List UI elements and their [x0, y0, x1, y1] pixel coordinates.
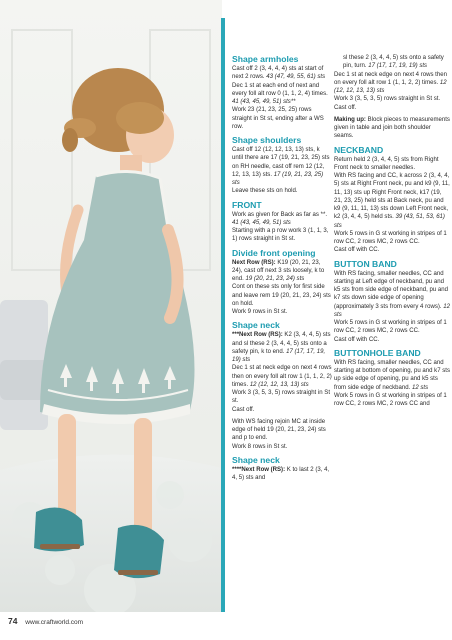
instruction-text: Cont on these sts only for first side and leave rem 19 (20, 21, 23, 24) sts on hold.	[232, 284, 331, 307]
row-label: Making up:	[334, 116, 368, 123]
section-heading: FRONT	[232, 199, 262, 210]
stitch-count: 19 (20, 21, 23, 24) sts	[245, 276, 305, 282]
pattern-column-right	[334, 54, 450, 408]
instruction-paragraph	[232, 227, 332, 244]
instruction-paragraph	[232, 211, 332, 228]
instruction-paragraph	[334, 270, 450, 320]
instruction-text: Cast off.	[232, 406, 255, 413]
instruction-paragraph	[334, 230, 450, 247]
instruction-text: With RS facing, smaller needles, CC and starting at Left edge of neckband, pu and k5 sts from side edge of neckband, pu and k7 sts down side edge of opening (approximately 3 sts from every 4 rows).	[334, 270, 448, 310]
instruction-text: Cast off 2 (3, 4, 4, 4) sts at start of next 2 rows.	[232, 66, 324, 81]
row-label: ***Next Row (RS):	[232, 332, 285, 339]
instruction-text: Work 5 rows in G st working in stripes of 1 row CC, 2 rows MC, 2 rows CC.	[334, 320, 447, 335]
section-heading: Shape armholes	[232, 54, 299, 64]
instruction-paragraph	[232, 406, 332, 414]
instruction-paragraph	[334, 336, 450, 344]
instruction-text: With RS facing and CC, k across 2 (3, 4, 4, 5) sts at Right Front neck, pu and k9 (9, 11, 11, 13) sts up Right Front neck, k17 (19, 21, 23, 25) held sts at Back neck, pu and k9 (9, 11, 11, 13) sts down Left Front neck, k2 (3, 4, 4, 5) held sts.	[334, 173, 450, 221]
instruction-text: Starting with a p row work 3 (1, 1, 3, 1) rows straight in St st.	[232, 228, 329, 243]
instruction-text: With RS facing, smaller needles, CC and starting at bottom of opening, pu and k7 sts up side edge of opening, pu and k5 sts from side edge of neckband.	[334, 359, 450, 391]
photo-girl-in-knitted-dress	[0, 0, 222, 612]
stitch-count: 43 (47, 49, 55, 61) sts	[266, 74, 326, 81]
instruction-text: sl these 2 (3, 4, 4, 5) sts onto a safety pin, turn.	[343, 55, 444, 70]
instruction-paragraph	[232, 283, 332, 308]
instruction-text: Work 9 rows in St st.	[232, 309, 288, 315]
instruction-paragraph	[232, 364, 332, 389]
instruction-text: Work 5 rows in G st working in stripes of 1 row CC, 2 rows MC, 2 rows CC.	[334, 230, 447, 245]
instruction-paragraph	[232, 331, 332, 364]
instruction-paragraph	[334, 172, 450, 230]
instruction-text: Cast off with CC.	[334, 247, 380, 254]
instruction-paragraph	[334, 246, 450, 254]
instruction-text: Work 23 (21, 23, 25, 25) rows straight in St st, ending after a WS row.	[232, 107, 324, 130]
instruction-paragraph	[334, 116, 450, 141]
instruction-text: Dec 1 st at neck edge on next 4 rows then on every foll alt row 1 (1, 1, 2, 2) times.	[334, 71, 447, 86]
instruction-paragraph	[334, 104, 450, 112]
page-number: 74	[8, 616, 18, 626]
section-heading: BUTTON BAND	[334, 258, 397, 269]
instruction-text: Work 8 rows in St st.	[232, 443, 288, 450]
instruction-paragraph	[334, 156, 450, 173]
instruction-text: Work 3 (3, 5, 3, 5) rows straight in St st.	[334, 96, 441, 103]
instruction-paragraph	[232, 82, 332, 107]
instruction-paragraph	[232, 308, 332, 316]
instruction-text: Cast off with CC.	[334, 336, 380, 343]
stitch-count: 12 (12, 12, 13, 13) sts	[334, 79, 447, 94]
instruction-text: With WS facing rejoin MC at inside edge of held 19 (20, 21, 23, 24) sts and p to end.	[232, 418, 326, 442]
section-heading: Divide front opening	[232, 247, 316, 258]
instruction-paragraph	[232, 187, 332, 195]
instruction-paragraph	[232, 65, 332, 82]
instruction-text: Cast off 12 (12, 12, 13, 13) sts, k until there are 17 (19, 21, 23, 25) sts on RH needle, cast off rem 12 (12, 12, 13, 13) sts.	[232, 147, 330, 178]
instruction-text: K to last 2 (3, 4, 4, 5) sts and	[232, 466, 330, 481]
instruction-paragraph	[232, 146, 332, 187]
instruction-text: Return held 2 (3, 4, 4, 5) sts from Right Front neck to smaller needles.	[334, 156, 439, 171]
stitch-count: 12 (12, 12, 13, 13) sts	[249, 381, 309, 388]
row-label: Next Row (RS):	[232, 259, 278, 266]
instruction-paragraph	[232, 106, 332, 131]
instruction-paragraph	[232, 389, 332, 406]
stitch-count: 12 sts	[334, 303, 450, 318]
instruction-text: Block pieces to measurements given in table and join both shoulder seams.	[334, 116, 450, 140]
website-link[interactable]: www.craftworld.com	[25, 619, 84, 626]
instruction-text: K19 (20, 21, 23, 24), cast off next 3 sts loosely, k to end.	[232, 259, 325, 282]
instruction-text: Cast off.	[334, 104, 357, 111]
instruction-paragraph	[334, 95, 450, 103]
instruction-paragraph	[232, 466, 332, 483]
stitch-count: 39 (43, 51, 53, 61) sts	[334, 214, 445, 229]
stitch-count: 41 (43, 45, 49, 51) sts**	[232, 99, 296, 105]
row-label: ****Next Row (RS):	[232, 466, 287, 473]
instruction-text: Leave these sts on hold.	[232, 188, 298, 195]
teal-divider-bar	[221, 18, 225, 612]
instruction-paragraph	[232, 259, 332, 284]
instruction-paragraph	[334, 71, 450, 96]
section-heading: Shape shoulders	[232, 135, 302, 145]
instruction-paragraph	[232, 418, 332, 443]
instruction-text: Work as given for Back as far as **.	[232, 211, 327, 218]
instruction-text: Dec 1 st at each end of next and every foll alt row 0 (1, 1, 2, 4) times.	[232, 82, 328, 97]
instruction-text: Work 5 rows in G st working in stripes of 1 row CC, 2 rows MC, 2 rows CC and	[334, 392, 447, 407]
section-heading: Shape neck	[232, 320, 280, 331]
page-footer	[8, 616, 83, 626]
stitch-count: 17 (17, 17, 19, 19) sts	[368, 63, 428, 70]
stitch-count: 17 (19, 21, 23, 25) sts	[232, 171, 324, 186]
stitch-count: 17 (17, 17, 19, 19) sts	[232, 348, 326, 363]
instruction-text: Dec 1 st at neck edge on next 4 rows then on every foll alt row 1 (1, 1, 2, 2) times.	[232, 365, 332, 388]
photo-illustration	[0, 0, 222, 612]
instruction-paragraph	[334, 319, 450, 336]
stitch-count: 41 (43, 45, 49, 51) sts	[232, 219, 291, 226]
instruction-text: Work 3 (3, 5, 3, 5) rows straight in St st.	[232, 390, 331, 405]
instruction-text: K2 (3, 4, 4, 5) sts and sl these 2 (3, 4, 4, 5) sts onto a safety pin, k to end.	[232, 332, 331, 355]
section-heading: NECKBAND	[334, 144, 384, 155]
instruction-paragraph	[334, 392, 450, 409]
section-heading: BUTTONHOLE BAND	[334, 347, 421, 358]
section-heading: Shape neck	[232, 454, 280, 465]
instruction-paragraph	[334, 359, 450, 392]
instruction-paragraph	[334, 54, 450, 71]
pattern-column-left	[232, 54, 332, 482]
stitch-count: 12 sts	[412, 384, 429, 391]
instruction-paragraph	[232, 443, 332, 451]
